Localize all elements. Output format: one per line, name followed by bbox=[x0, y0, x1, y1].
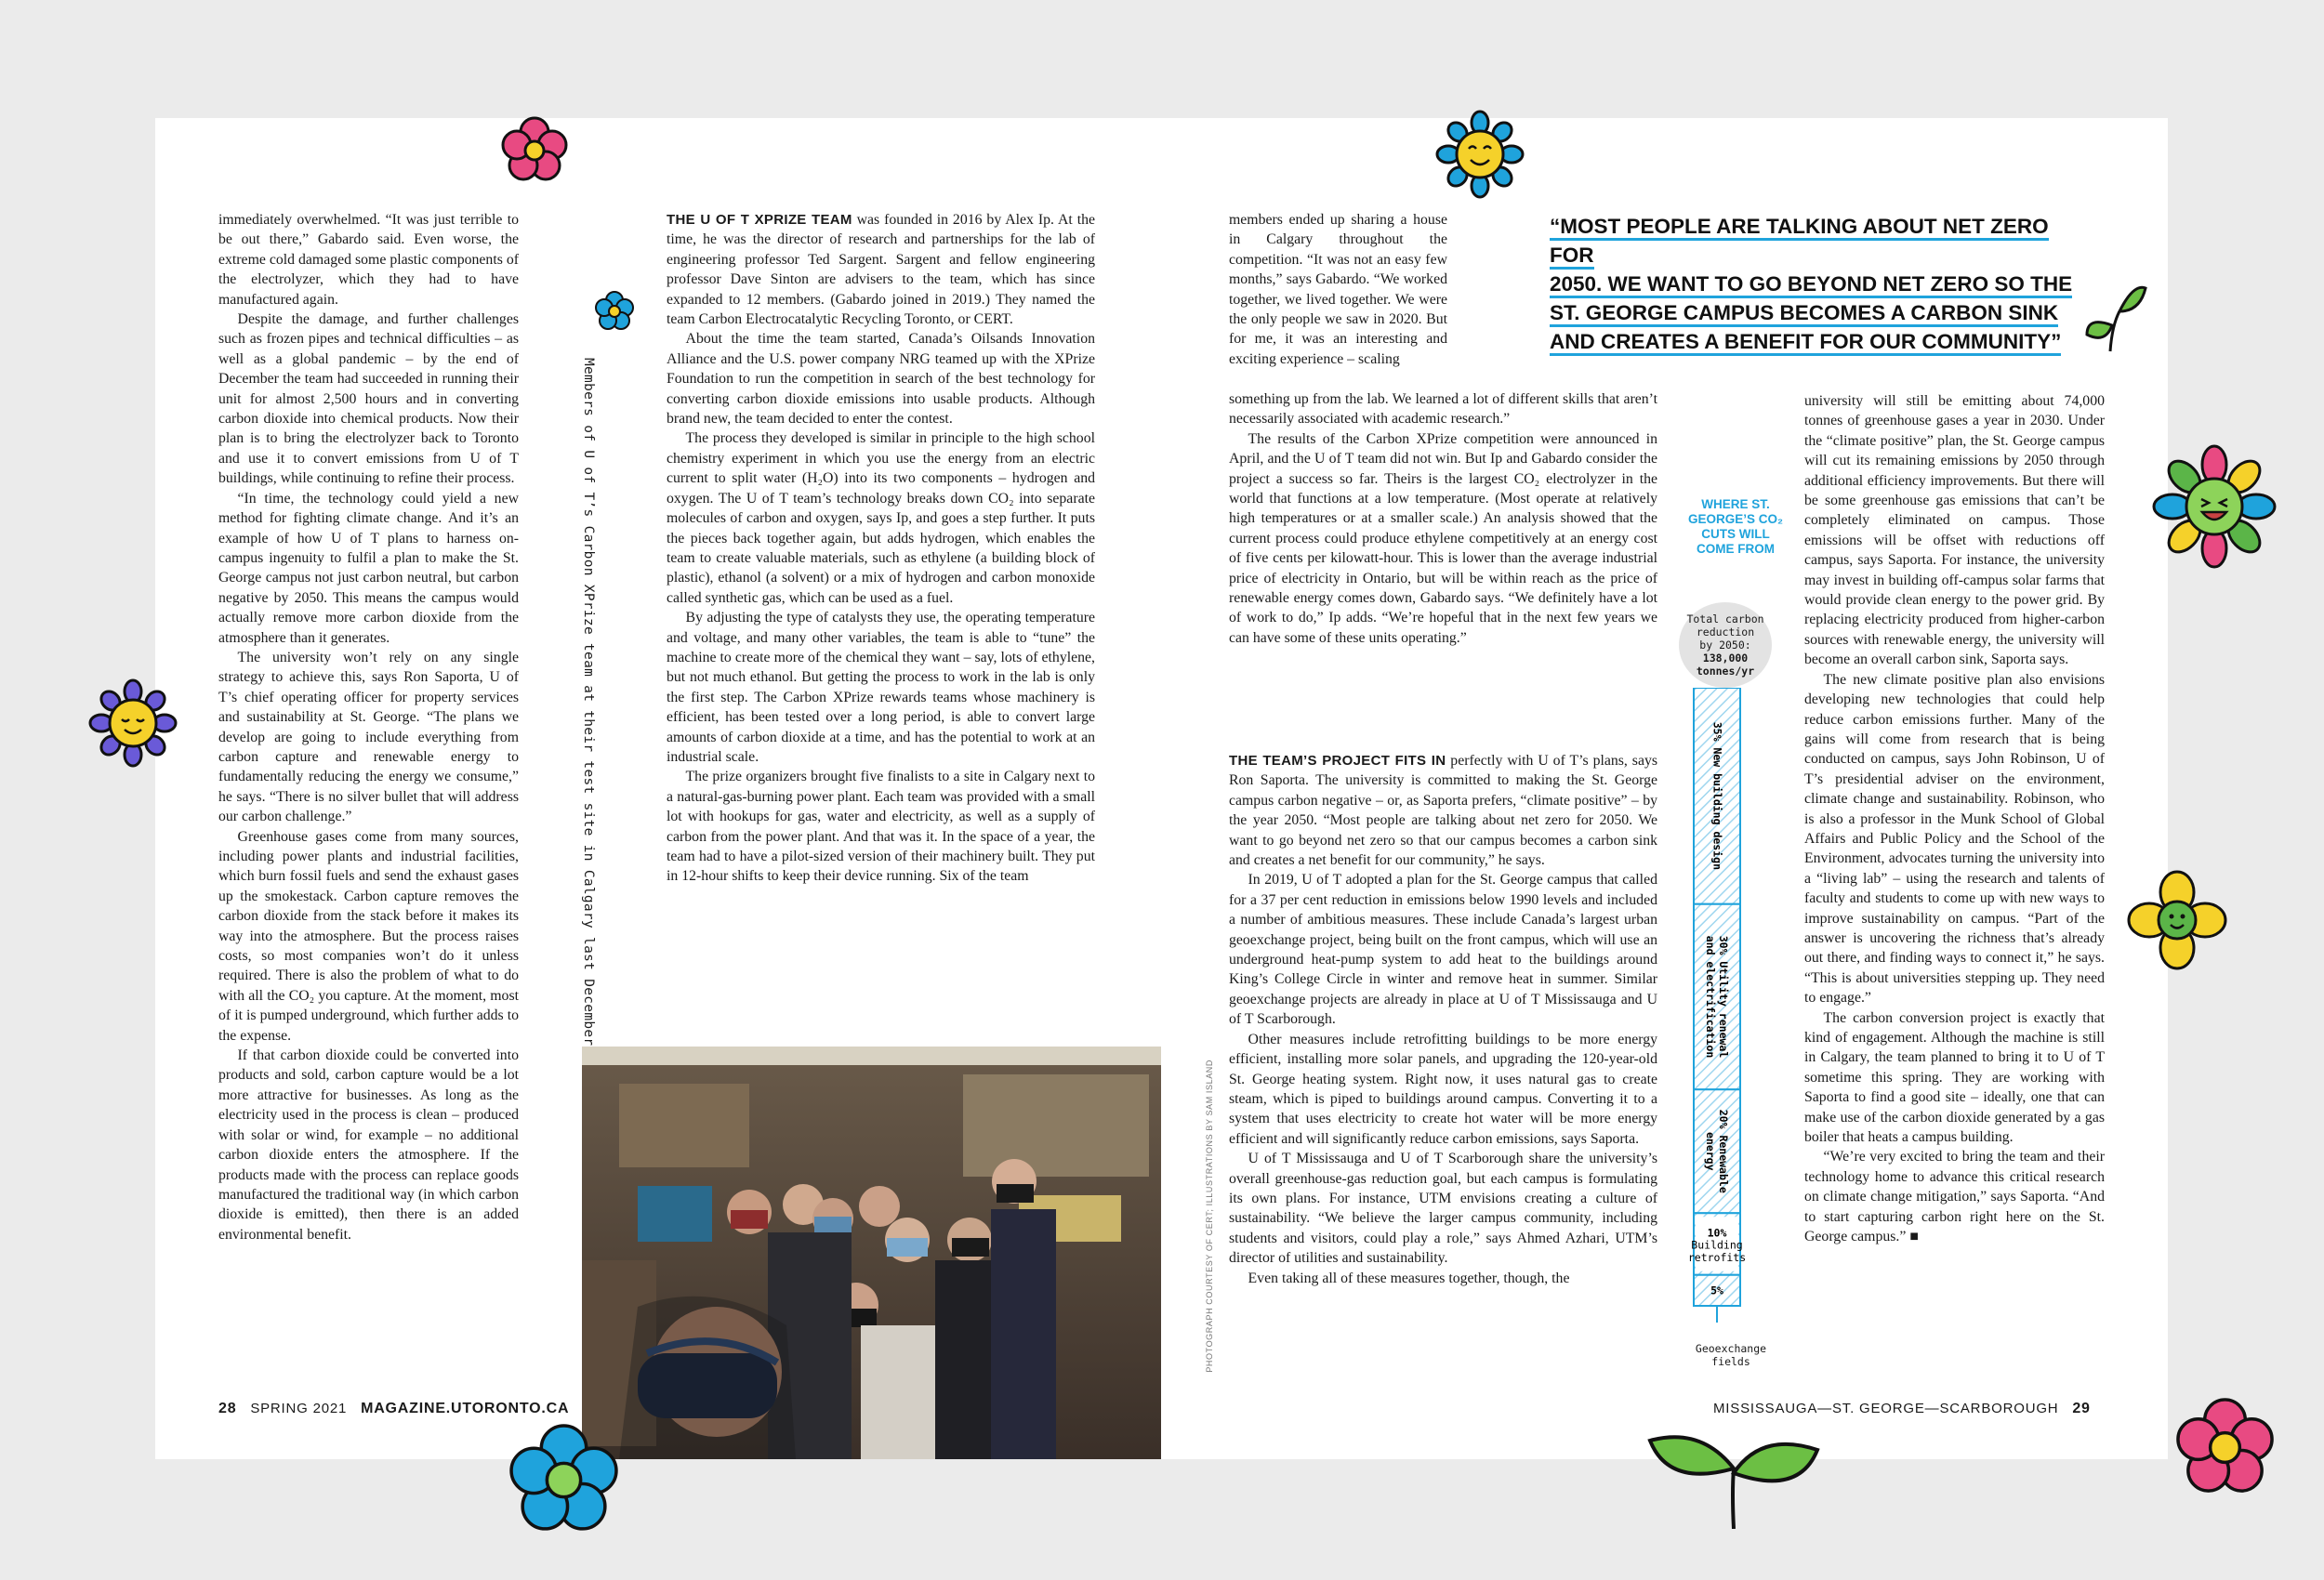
paragraph: immediately overwhelmed. “It was just terrible to be out there,” Gabardo said. Even worse, the extreme cold damaged some plastic components of the electrolyzer, which they had to have manufactured again. bbox=[218, 212, 519, 308]
paragraph-text: perfectly with U of T’s plans, says Ron Saporta. The university is committed to making the St. George campus carbon negative – or, as Saporta prefers, “climate positive” – by the year 2050. “Most people are talking about net zero for 2050. We want to go beyond net zero so that our campus becomes a carbon sink and creates a net benefit for our community,” he says. bbox=[1229, 753, 1658, 869]
total-label-line: by 2050: bbox=[1699, 639, 1751, 652]
paragraph: university will still be emitting about 74,000 tonnes of greenhouse gases a year in 2030. Under the “climate positive” plan, the St. George campus will cut its remaining emissions by 2050 through additional efficiency improvements. But there will be some greenhouse gas emissions that can’t be completely eliminated on campus. Those emissions will be offset with reductions off campus, says Saporta. For instance, the university may invest in building off-campus solar farms that would provide clean energy to the power grid. By replacing electricity produced from higher-carbon sources with renewable energy, the university will become an overall carbon sink, Saporta says. bbox=[1804, 393, 2105, 668]
blue-flower-icon bbox=[591, 288, 638, 335]
team-photo bbox=[582, 1047, 1161, 1459]
paragraph: If that carbon dioxide could be converted into products and sold, carbon capture would be a lot more attractive for businesses. As long as the electricity used in the process is clean – produced with solar or wind, for example – no additional carbon dioxide enters the atmosphere. If the products made with the process can replace goods manufactured the traditional way (in which carbon dioxide is emitted), then there is an added environmental benefit. bbox=[218, 1047, 519, 1243]
paragraph: U of T Mississauga and U of T Scarborough share the university’s overall greenhouse-gas reduction goal, but each campus is formulating its own plans. For instance, UTM envisions creating a culture of sustainability. “We believe the larger campus community, including students and visitors, could play a role,” says Ahmed Azhari, UTM’s director of utilities and sustainability. bbox=[1229, 1151, 1657, 1267]
paragraph: In 2019, U of T adopted a plan for the St. George campus that called for a 37 per cent reduction in emissions below 1990 levels and included a number of ambitious measures. These include Canada’s largest urban geoexchange project, being built on the front campus, which will use an underground heat-pump system to add heat to the buildings around King’s College Circle in winter and remove heat in summer. Similar geoexchange projects are already in place at U of T Mississauga and U of T Scarborough. bbox=[1229, 872, 1657, 1028]
paragraph: something up from the lab. We learned a lot of different skills that aren’t necessarily associated with academic research.” bbox=[1229, 391, 1657, 428]
paragraph-text: was founded in 2016 by Alex Ip. At the time, he was the director of research and partnerships for the lab of engineering professor Ted Sargent. Sargent and fellow engineering professor Dave Sinton are advisers to the team, which has since expanded to 12 members. (Gabardo joined in 2019.) They named the team Carbon Electrocatalytic Recycling Toronto, or CERT. bbox=[667, 212, 1095, 328]
paragraph: “In time, the technology could yield a new method for fighting climate change. And it’s an example of how U of T plans to harness on-campus ingenuity to fulfil a plan to make the St. George campus not just carbon neutral, but carbon negative by 2050. This means the campus would actually remove more carbon dioxide from the atmosphere than it generates. bbox=[218, 490, 519, 646]
paragraph bbox=[667, 210, 1095, 329]
quote-line: “MOST PEOPLE ARE TALKING ABOUT NET ZERO FOR bbox=[1550, 215, 2049, 270]
blue-flower-large-icon bbox=[506, 1422, 622, 1538]
photo-caption bbox=[581, 358, 596, 1063]
segment-label-3: 10% Building retrofits bbox=[1687, 1226, 1747, 1264]
left-column-1 bbox=[218, 210, 519, 1244]
total-label-line: tonnes/yr bbox=[1696, 665, 1755, 678]
total-label-line: Total carbon bbox=[1686, 612, 1764, 625]
geo-label-line: fields bbox=[1711, 1355, 1750, 1368]
total-label-line: 138,000 bbox=[1702, 652, 1749, 665]
right-column-1-top bbox=[1229, 210, 1447, 369]
left-folio bbox=[218, 1401, 569, 1417]
quote-line: 2050. WE WANT TO GO BEYOND NET ZERO SO THE bbox=[1550, 272, 2072, 298]
total-label-line: reduction bbox=[1696, 625, 1755, 639]
smiley-flower-icon bbox=[1433, 108, 1526, 201]
paragraph: “We’re very excited to bring the team and their technology home to advance this critical research on climate change mitigation,” says Saporta. “And to start capturing carbon right here on the St. George campus.” ■ bbox=[1804, 1149, 2105, 1245]
page-number: 29 bbox=[2072, 1401, 2091, 1416]
page-number: 28 bbox=[218, 1401, 237, 1416]
paragraph: Other measures include retrofitting buildings to be more energy efficient, installing more solar panels, and upgrading the 120-year-old St. George heating system. Right now, it uses natural gas to create steam, which is piped to buildings around campus. Converting it to a system that uses electricity to create hot water will be more energy efficient and will significantly reduce carbon emissions, says Saporta. bbox=[1229, 1031, 1657, 1147]
segment-label-1: 30% Utility renewaland electrification bbox=[1704, 935, 1731, 1059]
paragraph: The process they developed is similar in principle to the high school chemistry experiment in which you use the energy from an electric current to split water (H₂O) into its two components – hydrogen and oxygen. The U of T team’s technology breaks down CO₂ into separate molecules of carbon and oxygen, says Ip, and goes a step further. It puts the pieces back together again, but adds hydrogen, which enables the team to create valuable materials, such as ethylene (a building block of plastic), ethanol (a solvent) or a mix of hydrogen and carbon monoxide called synthetic gas, which can be used as a fuel. bbox=[667, 430, 1095, 606]
right-column-1-bottom bbox=[1229, 751, 1657, 1288]
total-reduction-bubble bbox=[1679, 602, 1772, 688]
pink-flower-large-icon bbox=[2172, 1394, 2278, 1501]
pull-quote bbox=[1550, 212, 2096, 356]
paragraph: Despite the damage, and further challenges such as frozen pipes and technical difficulties – as well as a global pandemic – by the end of December the team had succeeded in running their unit for almost 2,500 hours and in converting carbon dioxide into chemical products. Now their plan is to bring the electrolyzer back to Toronto and use it to convert emissions from U of T buildings, while continuing to refine their process. bbox=[218, 311, 519, 487]
paragraph: Even taking all of these measures together, though, the bbox=[1248, 1270, 1570, 1286]
segment-label-2: 20% Renewableenergy bbox=[1704, 1109, 1731, 1193]
photo-credit: PHOTOGRAPH COURTESY OF CERT; ILLUSTRATIONS BY SAM ISLAND bbox=[1205, 1060, 1214, 1373]
section-lead-in: THE TEAM’S PROJECT FITS IN bbox=[1229, 753, 1446, 769]
right-column-1-middle bbox=[1229, 389, 1657, 648]
issue-label: SPRING 2021 bbox=[250, 1401, 348, 1416]
geo-label-line: Geoexchange bbox=[1695, 1342, 1767, 1355]
paragraph: The prize organizers brought five finalists to a site in Calgary next to a natural-gas-burning power plant. Each team was provided with a small lot with hookups for gas, water and electricity, as well as a supply of carbon from the power plant. And that was it. In the space of a year, the team had to have a pilot-sized version of their machinery built. They put in 12-hour shifts to keep their device running. Six of the team bbox=[667, 769, 1095, 885]
paragraph: Greenhouse gases come from many sources, including power plants and industrial facilities, which burn fossil fuels and send the exhaust gases up the smokestack. Carbon capture removes the carbon dioxide from the stack before it makes its way into the atmosphere. But the process raises costs, so most companies won’t do it unless required. There is also the problem of what to do with all the CO₂ you capture. At the moment, most of it is pumped underground, which further adds to the expense. bbox=[218, 828, 519, 1044]
team-photo-illustration bbox=[582, 1047, 1161, 1459]
geoexchange-label bbox=[1684, 1342, 1777, 1368]
paragraph: About the time the team started, Canada’s Oilsands Innovation Alliance and the U.S. power company NRG teamed up with the XPrize Foundation to run the competition in search of the best technology for converting carbon dioxide emissions into usable products. Although brand new, the team decided to enter the contest. bbox=[667, 331, 1095, 428]
paragraph bbox=[1229, 751, 1657, 870]
quote-line: ST. GEORGE CAMPUS BECOMES A CARBON SINK bbox=[1550, 301, 2058, 327]
rainbow-flower-icon bbox=[2149, 441, 2279, 572]
quote-line: AND CREATES A BENEFIT FOR OUR COMMUNITY” bbox=[1550, 330, 2061, 356]
paragraph: The carbon conversion project is exactly that kind of engagement. Although the machine is still in Calgary, the team planned to bring it to U of T sometime this spring. They are working with Saporta to find a good site – ideally, one that can make use of the carbon dioxide generated by a gas boiler that heats a campus building. bbox=[1804, 1009, 2105, 1146]
yellow-flower-icon bbox=[2126, 869, 2228, 971]
paragraph: The results of the Carbon XPrize competition were announced in April, and the U of T team did not win. But Ip and Gabardo consider the project a success so far. Theirs is the largest CO₂ electrolyzer in the world that functions at a low temperature. (Most operate at relatively high temperatures or at a smaller scale.) An analysis showed that the current process could produce ethylene competitively at an energy cost of five cents per kilowatt-hour. This is lower than the average industrial price of electricity in Ontario, but will be within reach as the price of renewable energy comes down, Gabardo says. “We definitely have a lot of work to do,” Ip adds. “We’re hopeful that in the next few years we can have some of these units operating.” bbox=[1229, 430, 1657, 646]
paragraph: The university won’t rely on any single strategy to achieve this, says Ron Saporta, U of T’s chief operating officer for property services and sustainability at St. George. “The plans we develop are going to include everything from carbon capture and renewable energy to fundamentally reducing the energy we consume,” he says. “There is no silver bullet that will address our carbon challenge.” bbox=[218, 649, 519, 825]
right-folio bbox=[1713, 1401, 2091, 1417]
right-column-2 bbox=[1804, 391, 2105, 1246]
section-lead-in: THE U OF T XPRIZE TEAM bbox=[667, 212, 852, 228]
campuses-label: MISSISSAUGA—ST. GEORGE—SCARBOROUGH bbox=[1713, 1401, 2059, 1416]
caption-text: Members of U of T’s Carbon XPrize team at their test site in Calgary last December bbox=[581, 358, 596, 1047]
chart-title: WHERE ST. GEORGE’S CO₂ CUTS WILL COME FROM bbox=[1687, 497, 1783, 556]
segment-label-0: 35% New building design bbox=[1710, 721, 1724, 870]
smiley-flower-left-icon bbox=[86, 677, 179, 770]
segment-label-4: 5% bbox=[1710, 1284, 1723, 1297]
paragraph: By adjusting the type of catalysts they use, the operating temperature and voltage, and many other variables, the team is able to “tune” the machine to create more of the chemical they want – say, lots of ethylene, but not much ethanol. But getting the process to work in the lab is only the first step. The Carbon XPrize rewards teams whose machinery is efficient, has been tested over a long period, is able to convert large amounts of carbon dioxide at a time, and has the potential to work at an industrial scale. bbox=[667, 610, 1095, 765]
left-column-2 bbox=[667, 210, 1095, 887]
pink-flower-icon bbox=[497, 113, 572, 188]
co2-cuts-chart bbox=[1664, 688, 1794, 1357]
site-label: MAGAZINE.UTORONTO.CA bbox=[361, 1401, 570, 1416]
sprout-large-icon bbox=[1645, 1417, 1822, 1529]
paragraph: The new climate positive plan also envisions developing new technologies that could help reduce carbon emissions further. Many of the gains will come from research that is being conducted on campus, says John Robinson, U of T’s presidential adviser on the environment, climate change and sustainability. Robinson, who is also a professor in the Munk School of Global Affairs and Public Policy and the School of the Environment, advocates turning the university into a “living lab” – using the research and talents of faculty and students to come up with new ways to improve sustainability on campus. “Part of the answer is uncovering the richness that’s already out there, and finding ways to connect it,” he says. “This is about universities stepping up. They need to engage.” bbox=[1804, 671, 2105, 1007]
sprout-icon bbox=[2082, 279, 2147, 353]
paragraph: members ended up sharing a house in Calgary throughout the competition. “It was not an easy few months,” says Gabardo. “We worked together, we lived together. We were the only people we saw in 2020. But for me, it was an interesting and exciting experience – scaling bbox=[1229, 212, 1447, 367]
